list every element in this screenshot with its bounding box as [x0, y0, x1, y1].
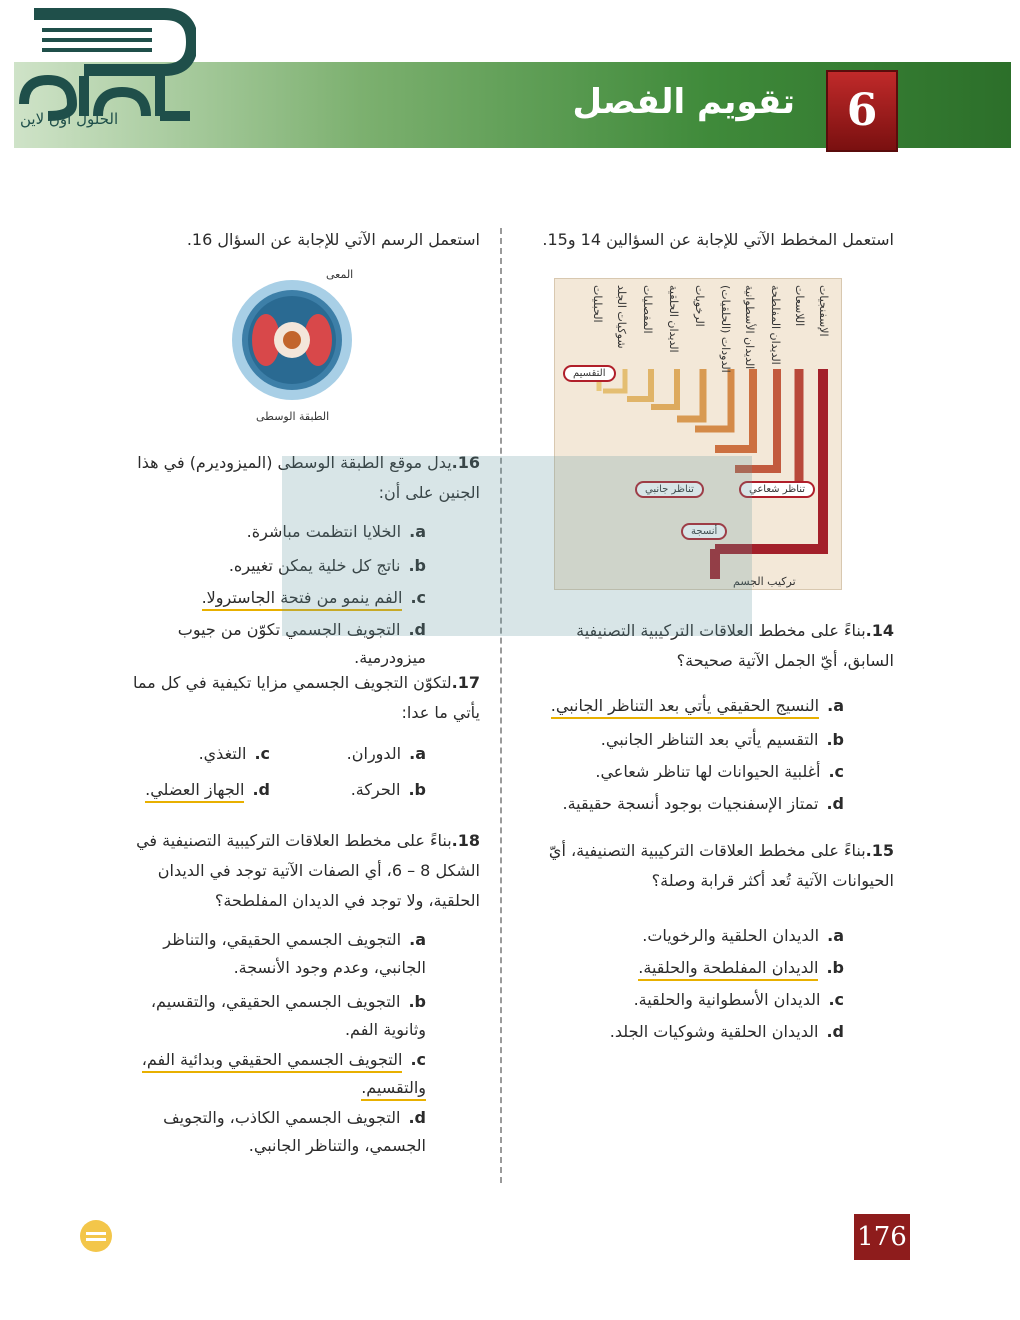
- q14-number: 14.: [865, 621, 894, 640]
- q17-option-b-text: الحركة.: [350, 780, 401, 799]
- q18-number: 18.: [451, 831, 480, 850]
- q18-option-b-text: التجويف الجسمي الحقيقي، والتقسيم، وثانوية الفم.: [150, 992, 426, 1039]
- watermark-overlay: [282, 456, 752, 636]
- q16-option-d: d.التجويف الجسمي تكوّن من جيوب ميزودرمية.: [177, 620, 426, 667]
- q15: [524, 836, 894, 896]
- label-body-plan: تركيب الجسم: [733, 575, 796, 588]
- q14-option-c-text: أغلبية الحيوانات لها تناظر شعاعي.: [595, 762, 821, 781]
- leaf-flatworms: الديدان المفلطحة: [769, 285, 782, 365]
- q16-option-b: b.ناتج كل خلية يمكن تغييره.: [228, 556, 426, 575]
- page-number: 176: [854, 1214, 910, 1260]
- leaf-chordates: الحبليات: [591, 285, 604, 323]
- q15-option-c: c.الديدان الأسطوانية والحلقية.: [633, 990, 844, 1009]
- label-gut: المعى: [326, 268, 354, 281]
- chapter-title: تقويم الفصل: [572, 82, 795, 122]
- leaf-echinoderms: شوكيات الجلد: [615, 285, 628, 349]
- q16-option-a-text: الخلايا انتظمت مباشرة.: [246, 522, 402, 541]
- q16-option-c: c.الفم ينمو من فتحة الجاسترولا.: [110, 584, 426, 612]
- column-divider: [500, 228, 502, 1183]
- q15-option-b-text: الديدان المفلطحة والحلقية.: [638, 958, 818, 981]
- q17-option-c: c.التغذي.: [198, 744, 270, 763]
- embryo-cross-section-diagram: [230, 278, 354, 402]
- q16-option-c-text: الفم ينمو من فتحة الجاسترولا.: [202, 588, 403, 611]
- q18-option-b: b.التجويف الجسمي الحقيقي، والتقسيم، وثانوية الفم.: [150, 992, 426, 1039]
- q14-option-a: a.النسيج الحقيقي يأتي بعد التناظر الجانبي.: [514, 692, 844, 720]
- q15-option-b: b.الديدان المفلطحة والحلقية.: [544, 954, 844, 982]
- q15-option-a: a.الديدان الحلقية والرخويات.: [642, 926, 844, 945]
- q17-text: لتكوّن التجويف الجسمي مزايا تكيفية في كل مما يأتي ما عدا:: [133, 673, 480, 722]
- q18-option-d: d.التجويف الجسمي الكاذب، والتجويف الجسمي، والتناظر الجانبي.: [163, 1108, 426, 1155]
- q15-option-c-text: الديدان الأسطوانية والحلقية.: [633, 990, 821, 1009]
- q14-option-d-text: تمتاز الإسفنجيات بوجود أنسجة حقيقية.: [562, 794, 819, 813]
- leaf-annelids: الديدان الحلقية: [667, 285, 680, 353]
- q15-option-a-text: الديدان الحلقية والرخويات.: [642, 926, 820, 945]
- intro-q14-15: استعمل المخطط الآتي للإجابة عن السؤالين 14 و15.: [542, 230, 894, 249]
- logo-text: الحلول اون لاين: [20, 110, 119, 128]
- leaf-mollusks: الرخويات: [693, 285, 706, 327]
- q18-option-a: a.التجويف الجسمي الحقيقي، والتناظر الجانبي، وعدم وجود الأنسجة.: [163, 930, 426, 977]
- q17-option-d-text: الجهاز العضلي.: [145, 780, 244, 803]
- q16-number: 16.: [451, 453, 480, 472]
- q14-option-b-text: التقسيم يأتي بعد التناظر الجانبي.: [600, 730, 819, 749]
- q14-option-a-text: النسيج الحقيقي يأتي بعد التناظر الجانبي.: [551, 696, 819, 719]
- q17-option-a: a.الدوران.: [346, 744, 426, 763]
- leaf-roundworms: الديدان الأسطوانية: [743, 285, 756, 370]
- q15-option-d: d.الديدان الحلقية وشوكيات الجلد.: [609, 1022, 844, 1041]
- q18-text: بناءً على مخطط العلاقات التركيبية التصنيفية في الشكل 8 – 6، أي الصفات الآتية توجد في الديدان الحلقية، ولا توجد في الديدان المفلطحة؟: [136, 831, 480, 910]
- leaf-sponges: الإسفنجيات: [817, 285, 830, 337]
- intro-q16: استعمل الرسم الآتي للإجابة عن السؤال 16.: [186, 230, 480, 249]
- q15-number: 15.: [865, 841, 894, 860]
- q16-option-b-text: ناتج كل خلية يمكن تغييره.: [228, 556, 401, 575]
- q18-option-c: c.التجويف الجسمي الحقيقي وبدائية الفم، والتقسيم.: [110, 1046, 426, 1102]
- q15-option-d-text: الديدان الحلقية وشوكيات الجلد.: [609, 1022, 819, 1041]
- leaf-arthropods: المفصليات: [641, 285, 654, 334]
- q14-option-c: c.أغلبية الحيوانات لها تناظر شعاعي.: [595, 762, 844, 781]
- q18-option-c-text: التجويف الجسمي الحقيقي وبدائية الفم، والتقسيم.: [142, 1050, 426, 1101]
- q16-text: يدل موقع الطبقة الوسطى (الميزوديرم) في هذا الجنين على أن:: [137, 453, 480, 502]
- tag-tissues: أنسجة: [681, 523, 727, 540]
- q16-option-a: a.الخلايا انتظمت مباشرة.: [246, 522, 426, 541]
- leaf-rotifers: الدودات (الحلقيات): [719, 285, 732, 373]
- q15-text: بناءً على مخطط العلاقات التركيبية التصنيفية، أيّ الحيوانات الآتية تُعد أكثر قرابة وصلة؟: [548, 841, 894, 890]
- q18: [110, 826, 480, 916]
- tag-radial: تناظر شعاعي: [739, 481, 815, 498]
- q14-option-d: d.تمتاز الإسفنجيات بوجود أنسجة حقيقية.: [562, 794, 844, 813]
- book-emblem-icon: [76, 1214, 116, 1254]
- label-mesoderm: الطبقة الوسطى: [256, 410, 330, 423]
- q16-option-d-text: التجويف الجسمي تكوّن من جيوب ميزودرمية.: [177, 620, 426, 667]
- tag-segmentation: التقسيم: [563, 365, 616, 382]
- tag-bilateral: تناظر جانبي: [635, 481, 704, 498]
- q17-option-a-text: الدوران.: [346, 744, 402, 763]
- q17-option-b: b.الحركة.: [350, 780, 426, 799]
- q14-option-b: b.التقسيم يأتي بعد التناظر الجانبي.: [600, 730, 844, 749]
- leaf-cnidarians: اللاسعات: [793, 285, 806, 327]
- q17-option-c-text: التغذي.: [198, 744, 247, 763]
- q14-text: بناءً على مخطط العلاقات التركيبية التصنيفية السابق، أيّ الجمل الآتية صحيحة؟: [576, 621, 894, 670]
- q18-option-a-text: التجويف الجسمي الحقيقي، والتناظر الجانبي، وعدم وجود الأنسجة.: [163, 930, 426, 977]
- q17: [110, 668, 480, 728]
- q18-option-d-text: التجويف الجسمي الكاذب، والتجويف الجسمي، والتناظر الجانبي.: [163, 1108, 426, 1155]
- q17-option-d: d.الجهاز العضلي.: [110, 776, 270, 804]
- chapter-number-badge: 6: [826, 70, 898, 152]
- q17-number: 17.: [451, 673, 480, 692]
